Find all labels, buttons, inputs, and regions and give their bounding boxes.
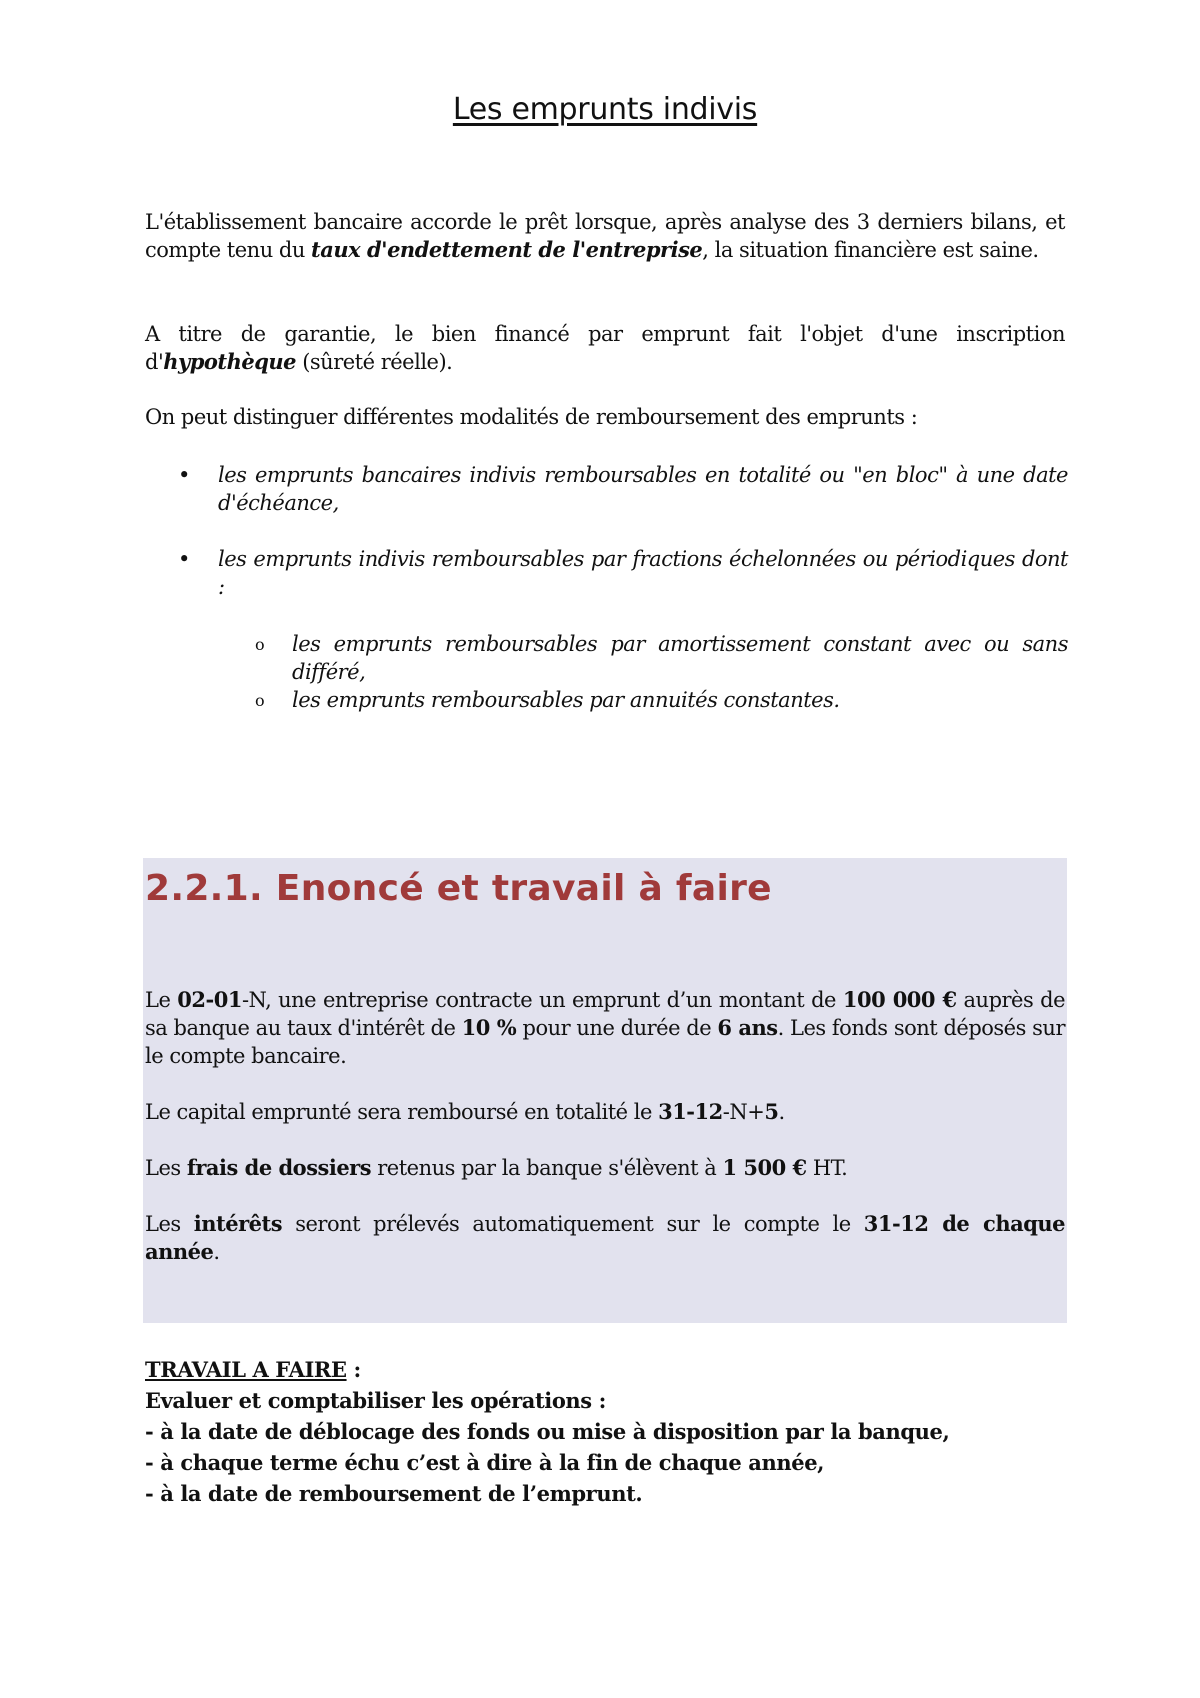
interest-date: 31-12 de chaque année xyxy=(145,1211,1066,1264)
circle-bullet-icon: o xyxy=(255,691,265,710)
text-span: pour une durée de xyxy=(516,1016,718,1040)
list-item-text: les emprunts bancaires indivis remboursables en totalité ou "en bloc" à une date d'échéance, xyxy=(218,463,1068,515)
statement-box xyxy=(143,858,1067,1323)
loan-date: 02-01 xyxy=(177,987,242,1012)
text-span: Le xyxy=(145,988,178,1012)
text-span: , la situation financière est saine. xyxy=(702,238,1039,262)
text-span: : xyxy=(346,1357,361,1382)
fees-label: frais de dossiers xyxy=(186,1155,372,1180)
text-span: . xyxy=(213,1240,220,1264)
bullet-icon: • xyxy=(178,463,190,487)
statement-paragraph-4 xyxy=(145,1210,1065,1266)
text-span: seront prélevés automatiquement sur le compte le xyxy=(282,1212,864,1236)
sub-list-item-text: les emprunts remboursables par amortissement constant avec ou sans différé, xyxy=(292,632,1068,684)
bullet-icon: • xyxy=(178,547,190,571)
text-span: retenus par la banque s'élèvent à xyxy=(371,1156,723,1180)
sub-list-item xyxy=(255,686,1068,714)
emphasis-mortgage: hypothèque xyxy=(163,349,297,374)
sub-list-item xyxy=(255,630,1068,686)
sub-list-item-text: les emprunts remboursables par annuités constantes. xyxy=(292,688,840,712)
text-span: Les xyxy=(145,1156,187,1180)
statement-paragraph-3 xyxy=(145,1154,1065,1182)
repayment-year-offset: 5 xyxy=(764,1099,779,1124)
page-title: Les emprunts indivis xyxy=(452,92,758,127)
text-span: Les xyxy=(145,1212,194,1236)
work-to-do-line: Evaluer et comptabiliser les opérations : xyxy=(145,1388,606,1413)
text-span: -N, une entreprise contracte un emprunt d’un montant de xyxy=(241,988,843,1012)
work-to-do-line: - à la date de remboursement de l’emprunt. xyxy=(145,1481,643,1506)
intro-paragraph-3: On peut distinguer différentes modalités de remboursement des emprunts : xyxy=(145,405,918,429)
list-item xyxy=(178,461,1068,517)
section-heading: 2.2.1. Enoncé et travail à faire xyxy=(145,868,772,909)
work-to-do-block xyxy=(145,1354,1105,1509)
loan-duration: 6 ans xyxy=(717,1015,778,1040)
interest-label: intérêts xyxy=(193,1211,283,1236)
text-span: HT. xyxy=(806,1156,848,1180)
fees-amount: 1 500 € xyxy=(722,1155,807,1180)
text-span: (sûreté réelle). xyxy=(296,350,453,374)
text-span: Le capital emprunté sera remboursé en totalité le xyxy=(145,1100,659,1124)
list-item xyxy=(178,545,1068,601)
text-span: . xyxy=(778,1100,785,1124)
text-span: -N+ xyxy=(722,1100,765,1124)
text-span: A titre de garantie, le bien financé par emprunt fait l'objet d'une inscription d' xyxy=(145,322,1065,374)
text-span: . Les fonds sont déposés sur le compte bancaire. xyxy=(145,1016,1065,1068)
circle-bullet-icon: o xyxy=(255,635,265,654)
statement-paragraph-2 xyxy=(145,1098,1065,1126)
work-to-do-title: TRAVAIL A FAIRE xyxy=(145,1357,347,1382)
work-to-do-heading xyxy=(145,1354,1105,1385)
work-to-do-line: - à chaque terme échu c’est à dire à la fin de chaque année, xyxy=(145,1450,825,1475)
work-to-do-line: - à la date de déblocage des fonds ou mise à disposition par la banque, xyxy=(145,1419,950,1444)
repayment-date: 31-12 xyxy=(658,1099,723,1124)
statement-paragraph-1 xyxy=(145,986,1065,1070)
emphasis-debt-ratio: taux d'endettement de l'entreprise xyxy=(311,237,703,262)
intro-paragraph-1 xyxy=(145,208,1065,264)
interest-rate: 10 % xyxy=(461,1015,517,1040)
loan-amount: 100 000 € xyxy=(842,987,957,1012)
intro-paragraph-2 xyxy=(145,320,1065,376)
list-item-text: les emprunts indivis remboursables par fractions échelonnées ou périodiques dont : xyxy=(218,547,1068,599)
text-span: L'établissement bancaire accorde le prêt lorsque, après analyse des 3 derniers bilans, et compte tenu du xyxy=(145,210,1065,262)
text-span: auprès de sa banque au taux d'intérêt de xyxy=(145,988,1066,1040)
